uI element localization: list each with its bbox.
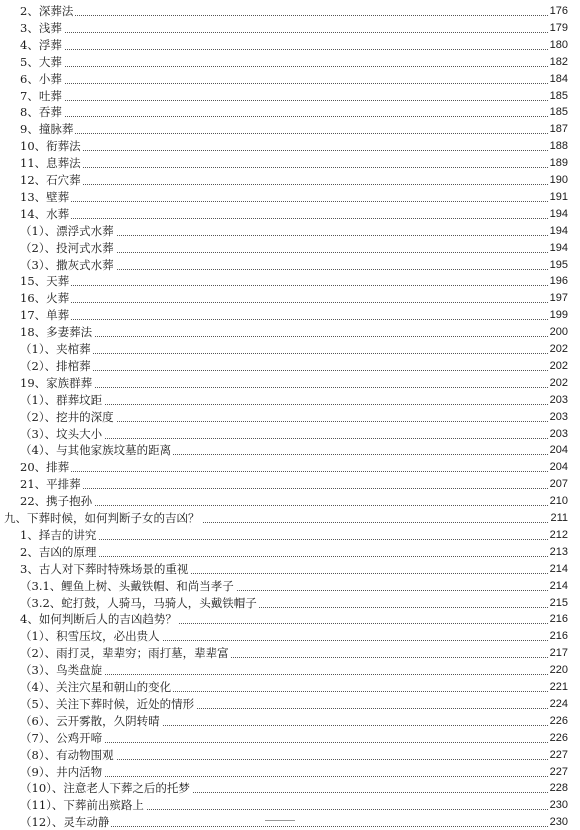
toc-entry-page-number: 189 bbox=[549, 157, 568, 170]
toc-leader-dots bbox=[20, 369, 556, 371]
toc-entry-page-number: 204 bbox=[549, 444, 568, 457]
toc-leader-dots bbox=[20, 555, 556, 557]
toc-leader-dots bbox=[20, 318, 556, 320]
toc-leader-dots bbox=[20, 82, 556, 84]
toc-entry-page-number: 214 bbox=[549, 562, 568, 575]
toc-entry[interactable] bbox=[0, 645, 580, 661]
toc-entry-title: 九、下葬时候，如何判断子女的吉凶？ bbox=[4, 511, 200, 525]
toc-entry[interactable] bbox=[0, 696, 580, 712]
toc-leader-dots bbox=[20, 149, 556, 151]
toc-entry-title: （1）、积雪压坟，必出贵人 bbox=[20, 629, 160, 644]
toc-entry[interactable] bbox=[0, 442, 580, 458]
toc-entry[interactable] bbox=[0, 20, 580, 36]
toc-leader-dots bbox=[20, 99, 556, 101]
toc-entry-title: 19、家族群葬 bbox=[20, 375, 93, 390]
toc-entry-page-number: 188 bbox=[549, 140, 568, 153]
toc-entry-page-number: 215 bbox=[549, 596, 568, 609]
toc-entry-title: 9、撞脉葬 bbox=[20, 122, 74, 137]
toc-entry-title: 16、火葬 bbox=[20, 291, 70, 306]
toc-entry[interactable] bbox=[0, 561, 580, 577]
toc-entry-title: 7、吐葬 bbox=[20, 88, 62, 103]
toc-entry[interactable] bbox=[0, 324, 580, 340]
toc-entry-title: 3、古人对下葬时特殊场景的重视 bbox=[20, 561, 189, 576]
toc-entry-page-number: 230 bbox=[549, 816, 568, 829]
toc-entry-title: （8）、有动物围观 bbox=[20, 747, 114, 762]
toc-entry[interactable] bbox=[0, 679, 580, 695]
toc-entry[interactable] bbox=[0, 375, 580, 391]
toc-entry-page-number: 202 bbox=[549, 343, 568, 355]
toc-entry-title: （5）、关注下葬时候，近处的情形 bbox=[20, 696, 195, 711]
toc-entry-page-number: 182 bbox=[549, 55, 568, 68]
toc-entry-title: 3、浅葬 bbox=[20, 20, 62, 35]
toc-entry[interactable] bbox=[0, 747, 580, 763]
toc-entry-page-number: 194 bbox=[549, 207, 568, 220]
toc-entry[interactable] bbox=[0, 257, 580, 273]
toc-leader-dots bbox=[20, 504, 556, 506]
toc-entry[interactable] bbox=[0, 780, 580, 796]
toc-entry-page-number: 204 bbox=[549, 461, 568, 474]
toc-entry-title: 14、水葬 bbox=[20, 206, 70, 221]
toc-entry-page-number: 230 bbox=[549, 799, 568, 812]
toc-leader-dots bbox=[20, 352, 556, 354]
toc-entry-title: 2、深葬法 bbox=[20, 4, 74, 18]
toc-entry-page-number: 187 bbox=[549, 123, 568, 136]
toc-entry-title: （9）、井内活物 bbox=[20, 764, 103, 779]
toc-entry-title: （3.2、蛇打鼓，人骑马，马骑人，头戴铁帽子 bbox=[20, 595, 257, 610]
toc-leader-dots bbox=[20, 487, 556, 489]
toc-entry[interactable] bbox=[0, 341, 580, 357]
toc-entry[interactable] bbox=[0, 273, 580, 289]
toc-entry-page-number: 216 bbox=[549, 613, 568, 626]
toc-entry-page-number: 185 bbox=[549, 106, 568, 119]
toc-entry-page-number: 200 bbox=[549, 326, 568, 339]
toc-entry-title: （4）、与其他家族坟墓的距离 bbox=[20, 443, 172, 458]
toc-entry[interactable] bbox=[0, 104, 580, 120]
toc-entry-page-number: 220 bbox=[549, 664, 568, 677]
toc-leader-dots bbox=[20, 470, 556, 472]
toc-entry[interactable] bbox=[0, 662, 580, 678]
toc-entry-page-number: 202 bbox=[549, 359, 568, 372]
toc-leader-dots bbox=[20, 335, 556, 337]
toc-entry[interactable] bbox=[0, 223, 580, 239]
toc-entry[interactable] bbox=[0, 138, 580, 154]
toc-entry[interactable] bbox=[0, 121, 580, 137]
toc-entry-page-number: 211 bbox=[550, 512, 568, 524]
toc-entry-page-number: 194 bbox=[549, 241, 568, 254]
page-footer-mark bbox=[265, 820, 295, 823]
toc-entry-page-number: 199 bbox=[549, 309, 568, 322]
toc-leader-dots bbox=[20, 48, 556, 50]
toc-entry-title: 18、多妻葬法 bbox=[20, 325, 93, 340]
toc-entry-title: （12）、灵车动静 bbox=[20, 815, 110, 830]
toc-entry[interactable] bbox=[0, 764, 580, 780]
toc-entry-page-number: 185 bbox=[549, 89, 568, 102]
toc-entry[interactable] bbox=[0, 527, 580, 543]
toc-entry[interactable] bbox=[0, 544, 580, 560]
toc-entry-page-number: 227 bbox=[549, 765, 568, 778]
toc-entry[interactable] bbox=[0, 628, 580, 644]
toc-entry[interactable] bbox=[0, 240, 580, 256]
toc-entry-title: 4、浮葬 bbox=[20, 37, 62, 52]
toc-entry-page-number: 228 bbox=[549, 782, 568, 795]
toc-entry-page-number: 203 bbox=[549, 393, 568, 406]
toc-entry[interactable] bbox=[0, 206, 580, 222]
toc-entry-page-number: 197 bbox=[549, 292, 568, 305]
toc-entry-title: 8、吞葬 bbox=[20, 105, 62, 120]
toc-entry-title: （4）、关注穴星和朝山的变化 bbox=[20, 680, 172, 694]
toc-entry-page-number: 226 bbox=[549, 714, 568, 727]
toc-entry[interactable] bbox=[0, 290, 580, 306]
toc-entry-page-number: 191 bbox=[549, 190, 568, 203]
toc-entry[interactable] bbox=[0, 510, 580, 526]
toc-leader-dots bbox=[20, 386, 556, 388]
toc-entry[interactable] bbox=[0, 459, 580, 475]
toc-entry-title: 10、衔葬法 bbox=[20, 139, 81, 154]
toc-entry-page-number: 207 bbox=[549, 478, 568, 491]
toc-entry[interactable] bbox=[0, 3, 580, 19]
toc-leader-dots bbox=[20, 31, 556, 33]
toc-entry-page-number: 214 bbox=[549, 579, 568, 592]
toc-entry[interactable] bbox=[0, 493, 580, 509]
toc-entry[interactable] bbox=[0, 37, 580, 53]
toc-entry-title: （3）、撒灰式水葬 bbox=[20, 257, 114, 272]
toc-entry-page-number: 196 bbox=[549, 275, 568, 288]
toc-entry-page-number: 210 bbox=[549, 495, 568, 508]
toc-entry[interactable] bbox=[0, 730, 580, 746]
toc-entry-title: （2）、排棺葬 bbox=[20, 358, 91, 373]
toc-entry-title: 21、平排葬 bbox=[20, 477, 81, 492]
toc-leader-dots bbox=[20, 301, 556, 303]
toc-entry-title: 4、如何判断后人的吉凶趋势？ bbox=[20, 612, 177, 627]
toc-entry-page-number: 184 bbox=[549, 72, 568, 85]
toc-leader-dots bbox=[20, 217, 556, 219]
toc-entry-page-number: 195 bbox=[549, 258, 568, 271]
toc-entry[interactable] bbox=[0, 797, 580, 813]
toc-entry-page-number: 176 bbox=[549, 5, 568, 17]
toc-entry-page-number: 180 bbox=[549, 38, 568, 51]
toc-leader-dots bbox=[20, 183, 556, 185]
toc-entry-title: （1）、夹棺葬 bbox=[20, 342, 91, 356]
toc-entry[interactable] bbox=[0, 595, 580, 611]
toc-entry-title: （11）、下葬前出殡路上 bbox=[20, 798, 144, 813]
toc-entry[interactable] bbox=[0, 392, 580, 408]
toc-entry-title: 15、天葬 bbox=[20, 274, 70, 289]
toc-entry[interactable] bbox=[0, 426, 580, 442]
toc-entry[interactable] bbox=[0, 54, 580, 70]
toc-entry-title: 12、石穴葬 bbox=[20, 173, 81, 187]
toc-entry-title: （6）、云开雾散，久阴转晴 bbox=[20, 713, 160, 728]
toc-entry[interactable] bbox=[0, 172, 580, 188]
toc-entry-title: （3.1、鲤鱼上树、头戴铁帽、和尚当孝子 bbox=[20, 578, 234, 593]
toc-entry-page-number: 202 bbox=[549, 376, 568, 389]
toc-entry-title: 1、择吉的讲究 bbox=[20, 527, 97, 542]
toc-entry-title: 2、吉凶的原理 bbox=[20, 544, 97, 559]
toc-entry-page-number: 179 bbox=[549, 21, 568, 34]
toc-entry[interactable] bbox=[0, 611, 580, 627]
toc-leader-dots bbox=[20, 200, 556, 202]
toc-leader-dots bbox=[20, 115, 556, 117]
toc-leader-dots bbox=[20, 538, 556, 540]
toc-entry-page-number: 203 bbox=[549, 410, 568, 423]
toc-entry-page-number: 213 bbox=[549, 545, 568, 558]
toc-entry[interactable] bbox=[0, 476, 580, 492]
toc-entry-page-number: 226 bbox=[549, 731, 568, 744]
toc-entry-title: （7）、公鸡开啼 bbox=[20, 730, 103, 745]
toc-entry[interactable] bbox=[0, 713, 580, 729]
toc-entry-page-number: 224 bbox=[549, 697, 568, 710]
toc-leader-dots bbox=[20, 14, 556, 16]
toc-leader-dots bbox=[20, 65, 556, 67]
toc-entry-page-number: 212 bbox=[549, 528, 568, 541]
toc-entry-title: 22、携子抱孙 bbox=[20, 494, 93, 509]
toc-entry-title: 5、大葬 bbox=[20, 54, 62, 69]
toc-entry-page-number: 216 bbox=[549, 630, 568, 643]
toc-entry-title: 6、小葬 bbox=[20, 71, 62, 86]
toc-leader-dots bbox=[20, 166, 556, 168]
toc-entry-title: 11、息葬法 bbox=[20, 156, 81, 171]
toc-entry-title: （2）、投河式水葬 bbox=[20, 240, 114, 255]
toc-leader-dots bbox=[20, 132, 556, 134]
toc-entry-title: 13、壁葬 bbox=[20, 189, 70, 204]
toc-entry-title: （1）、漂浮式水葬 bbox=[20, 223, 114, 238]
toc-entry[interactable] bbox=[0, 358, 580, 374]
toc-entry-page-number: 221 bbox=[549, 681, 568, 693]
toc-leader-dots bbox=[20, 284, 556, 286]
toc-entry[interactable] bbox=[0, 88, 580, 104]
toc-entry-page-number: 190 bbox=[549, 174, 568, 186]
toc-entry-title: （3）、坟头大小 bbox=[20, 426, 103, 441]
toc-entry-title: （2）、雨打灵，辈辈穷；雨打墓，辈辈富 bbox=[20, 646, 229, 661]
toc-entry-page-number: 203 bbox=[549, 427, 568, 440]
toc-entry-title: 17、单葬 bbox=[20, 308, 70, 323]
toc-entry[interactable] bbox=[0, 155, 580, 171]
toc-entry-page-number: 227 bbox=[549, 748, 568, 761]
toc-entry-title: （10）、注意老人下葬之后的托梦 bbox=[20, 781, 190, 796]
toc-entry[interactable] bbox=[0, 409, 580, 425]
toc-entry-title: 20、排葬 bbox=[20, 460, 70, 475]
toc-entry-title: （2）、挖井的深度 bbox=[20, 409, 114, 424]
toc-entry-title: （1）、群葬坟距 bbox=[20, 392, 103, 407]
toc-entry-title: （3）、鸟类盘旋 bbox=[20, 663, 103, 678]
toc-entry[interactable] bbox=[0, 71, 580, 87]
toc-entry[interactable] bbox=[0, 578, 580, 594]
toc-entry-page-number: 217 bbox=[549, 647, 568, 660]
toc-entry[interactable] bbox=[0, 189, 580, 205]
toc-entry-page-number: 194 bbox=[549, 224, 568, 237]
toc-entry[interactable] bbox=[0, 307, 580, 323]
